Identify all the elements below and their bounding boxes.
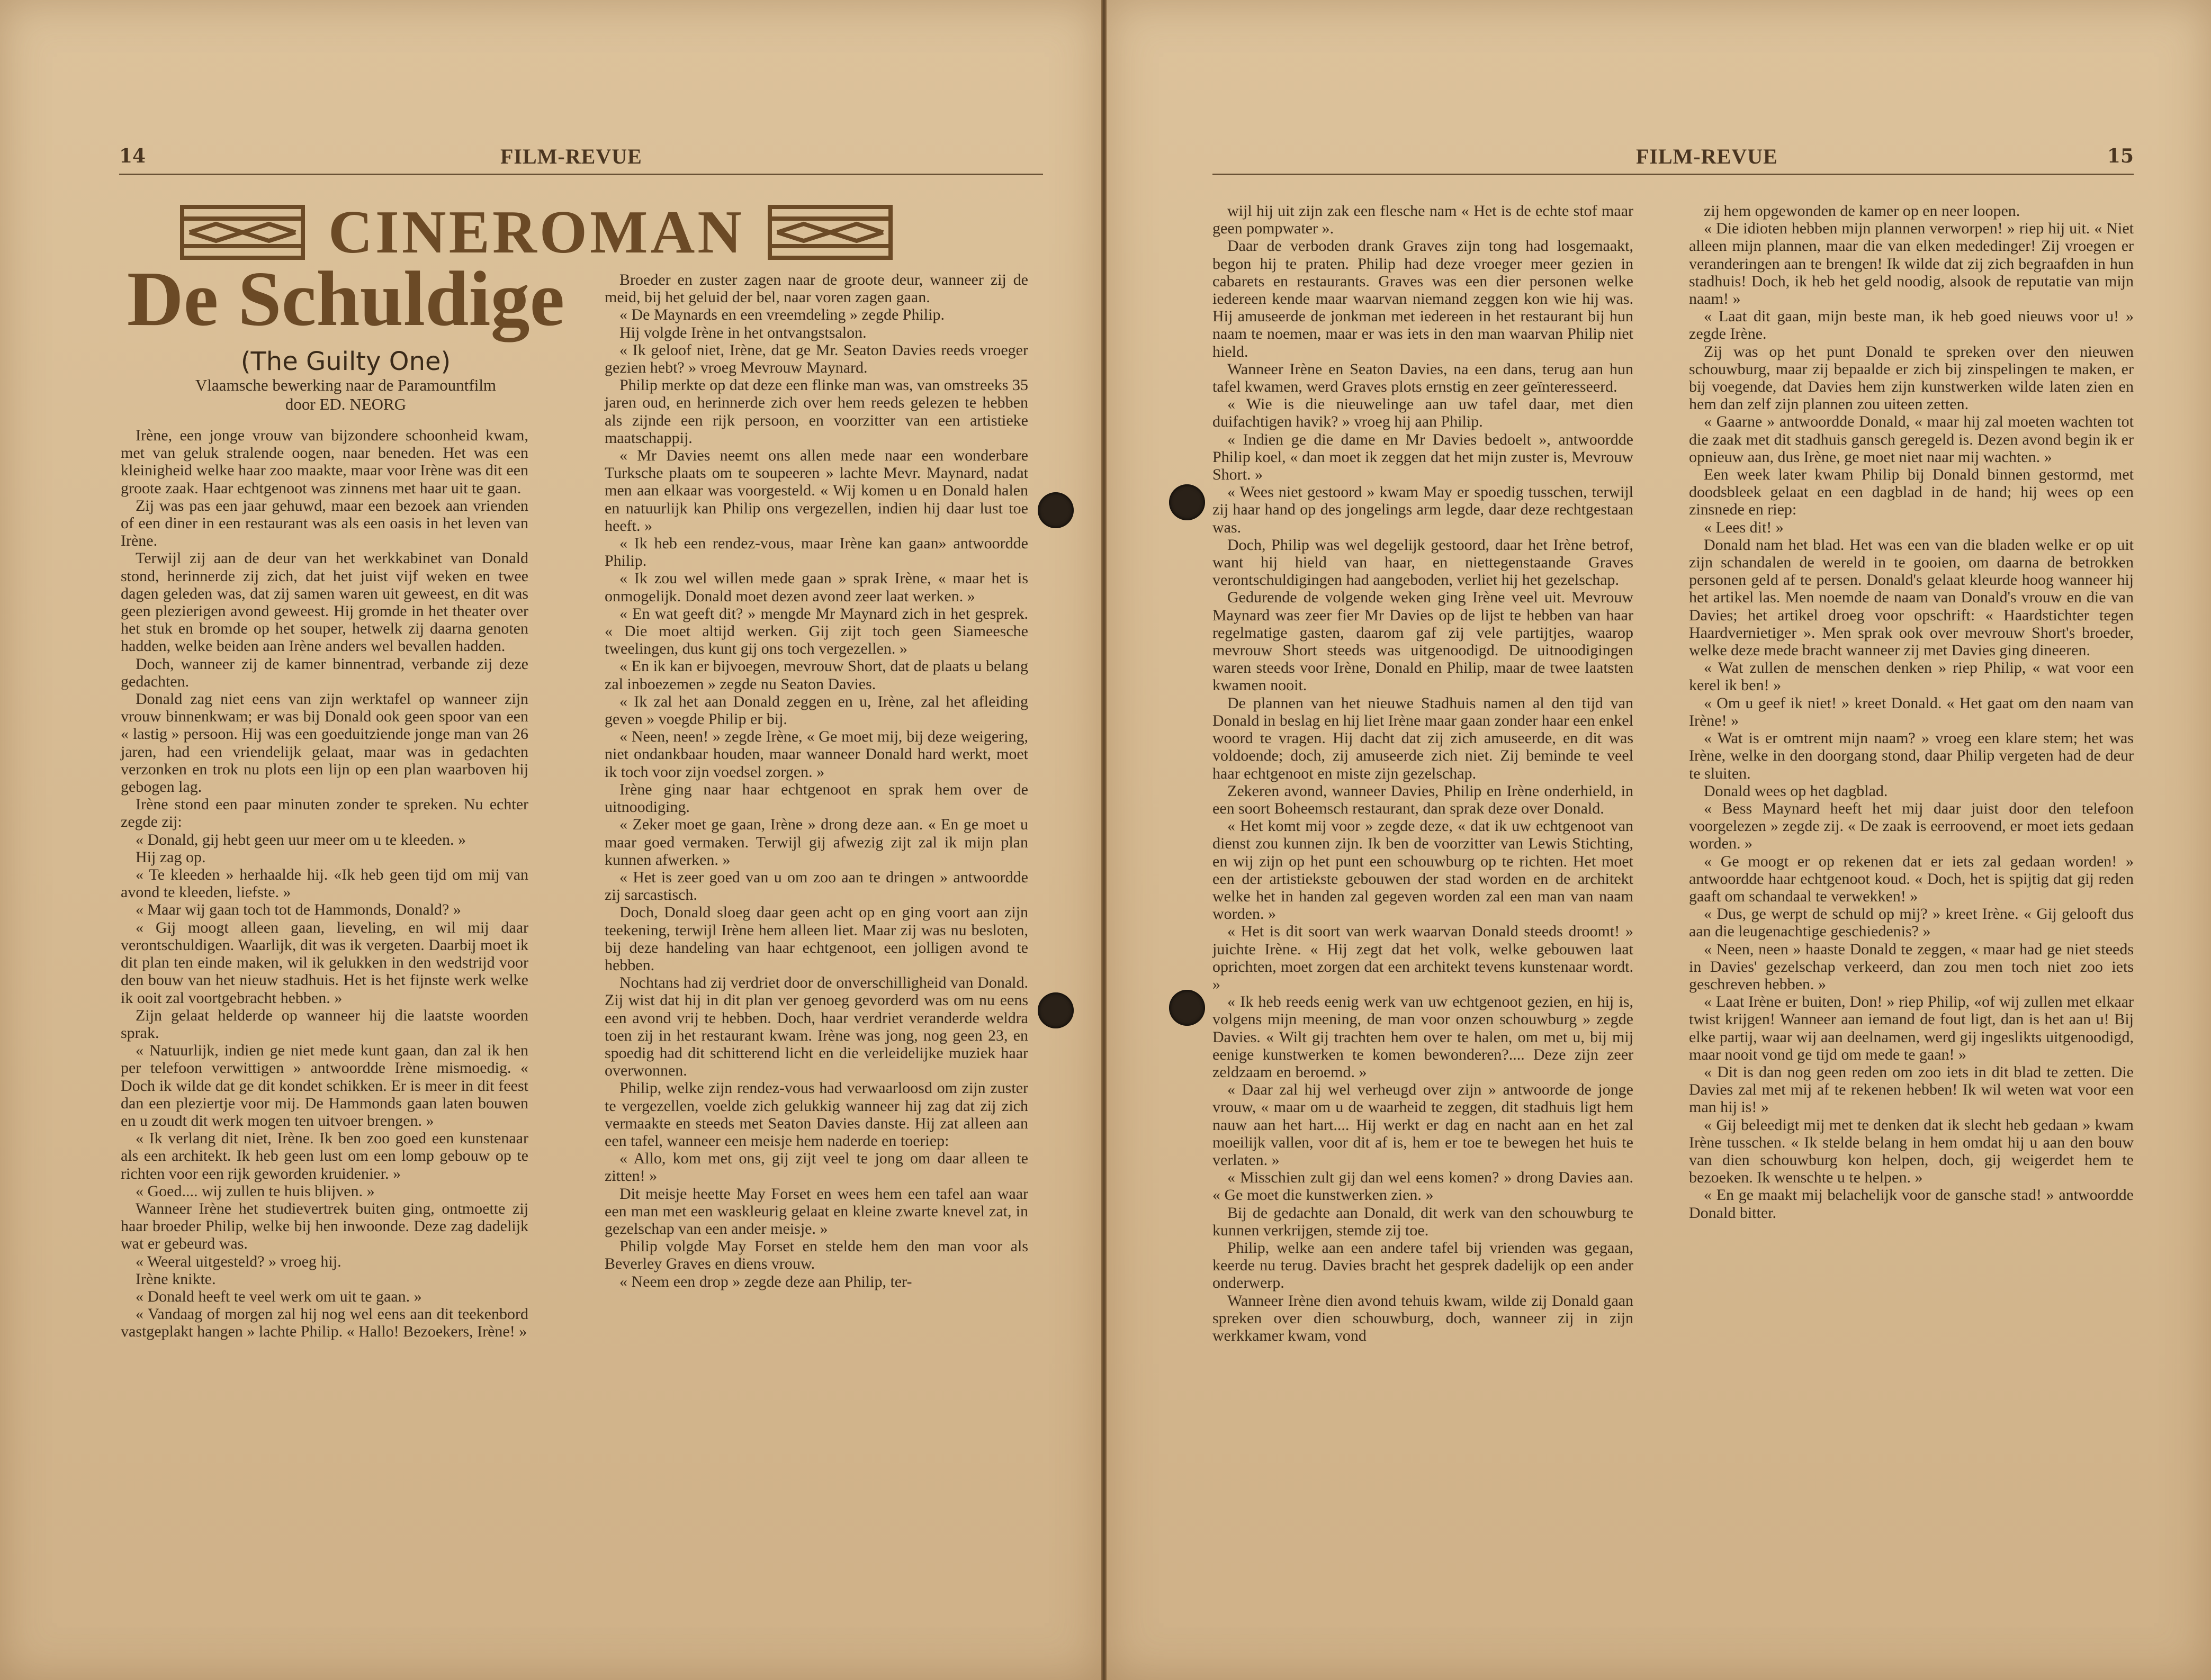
- paragraph: « Gaarne » antwoordde Donald, « maar hij zal moeten wachten tot die zaak met dit stadhuis gansch geregeld is. Dezen avond begin ik er opnieuw aan, dus Irène, ge moet niet naar mij wachten. »: [1689, 413, 2134, 466]
- paragraph: De plannen van het nieuwe Stadhuis namen al den tijd van Donald in beslag en hij liet Irène maar gaan zonder haar een enkel woord te vragen. Hij dacht dat zij zich amuseerde, en dit was voldoende; doch, zij amuseerde zich niet. Zij beminde te veel haar echtgenoot en miste zijn gezelschap.: [1212, 694, 1633, 782]
- paragraph: « Indien ge die dame en Mr Davies bedoelt », antwoordde Philip koel, « dan moet ik zeggen dat het mijn zuster is, Mevrouw Short. »: [1212, 430, 1633, 484]
- paragraph: Zijn gelaat helderde op wanneer hij die laatste woorden sprak.: [121, 1006, 528, 1042]
- magazine-name: FILM-REVUE: [1636, 144, 1778, 168]
- paragraph: « Dus, ge werpt de schuld op mij? » kreet Irène. « Gij gelooft dus aan die leugenachtige geschiedenis? »: [1689, 905, 2134, 941]
- paragraph: « Neen, neen » haaste Donald te zeggen, « maar had ge niet steeds in Davies' gezelschap verkeerd, dan zou men toch niet zoo iets geschreven hebben. »: [1689, 940, 2134, 993]
- page-number: 15: [2107, 145, 2134, 167]
- art-deco-ornament-left-icon: [179, 203, 306, 262]
- paragraph: « Te kleeden » herhaalde hij. «Ik heb geen tijd om mij van avond te kleeden, liefste. »: [121, 866, 528, 901]
- running-head-right: [1212, 142, 2134, 175]
- paragraph: « Ik geloof niet, Irène, dat ge Mr. Seaton Davies reeds vroeger gezien hebt? » vroeg Mevrouw Maynard.: [605, 341, 1028, 377]
- paragraph: zij hem opgewonden de kamer op en neer loopen.: [1704, 202, 2020, 220]
- paragraph: wijl hij uit zijn zak een flesche nam « Het is de echte stof maar geen pompwater ».: [1212, 202, 1633, 238]
- paragraph: « Ik zal het aan Donald zeggen en u, Irène, zal het afleiding geven » voegde Philip er bij.: [605, 692, 1028, 728]
- paragraph: « Donald heeft te veel werk om uit te gaan. »: [136, 1287, 422, 1305]
- paragraph: « Het is dit soort van werk waarvan Donald steeds droomt! » juichte Irène. « Hij zegt dat het volk, welke gebouwen laat oprichten, moet zorgen dat een architekt tevens kunstenaar wordt. »: [1212, 923, 1633, 993]
- magazine-name: FILM-REVUE: [500, 144, 642, 168]
- left-column-2: [605, 271, 1028, 1290]
- paragraph: Bij de gedachte aan Donald, dit werk van den schouwburg te kunnen verkrijgen, stemde zij toe.: [1212, 1204, 1633, 1239]
- paragraph: « Weeral uitgesteld? » vroeg hij.: [136, 1252, 341, 1270]
- spine-gutter: [1101, 0, 1107, 1680]
- paragraph: « Donald, gij hebt geen uur meer om u te kleeden. »: [136, 830, 466, 848]
- paragraph: Wanneer Irène het studievertrek buiten ging, ontmoette zij haar broeder Philip, welke bij hen inwoonde. Deze zag dadelijk wat er gebeurd was.: [121, 1199, 528, 1253]
- paragraph: Een week later kwam Philip bij Donald binnen gestormd, met doodsbleek gelaat en een dagblad in de hand; hij wees op een zinsnede en riep:: [1689, 466, 2134, 519]
- binding-hole: [1038, 992, 1074, 1028]
- paragraph: Broeder en zuster zagen naar de groote deur, wanneer zij de meid, bij het geluid der bel, naar voren zagen gaan.: [605, 271, 1028, 306]
- art-deco-ornament-right-icon: [767, 203, 894, 262]
- paragraph: Irène knikte.: [136, 1270, 216, 1288]
- paragraph: « Maar wij gaan toch tot de Hammonds, Donald? »: [136, 901, 461, 919]
- paragraph: « Natuurlijk, indien ge niet mede kunt gaan, dan zal ik hen per telefoon verwittigen » antwoordde Irène mismoedig. « Doch ik wilde dat ge dit kondet schikken. Er is meer in dit feest dan een pleziertje voor mij. De Hammonds gaan laten bouwen en u zoudt dit werk mogen ten uitvoer brengen. »: [121, 1042, 528, 1130]
- paragraph: « Om u geef ik niet! » kreet Donald. « Het gaat om den naam van Irène! »: [1689, 694, 2134, 729]
- paragraph: « Wees niet gestoord » kwam May er spoedig tusschen, terwijl zij haar hand op des jongelings arm legde, daar deze rechtgestaan was.: [1212, 483, 1633, 536]
- paragraph: Zij was pas een jaar gehuwd, maar een bezoek aan vrienden of een diner in een restaurant was als een oasis in het leven van Irène.: [121, 496, 528, 550]
- adaptation-credit: Vlaamsche bewerking naar de Paramountfilm: [195, 376, 497, 394]
- paragraph: « Ge moogt er op rekenen dat er iets zal gedaan worden! » antwoordde haar echtgenoot koud. « Doch, het is spijtig dat gij reden gaaft om schandaal te verwekken! »: [1689, 852, 2134, 905]
- paragraph: Zij was op het punt Donald te spreken over den nieuwen schouwburg, maar zij bepaalde er zich bij zinspelingen te maken, er bij voegende, dat Davies hem zijn kunstwerken wilde laten zien en hem dan zelf zijn plannen zou uiteen zetten.: [1689, 342, 2134, 413]
- paragraph: Donald wees op het dagblad.: [1704, 782, 1888, 800]
- right-page: [1107, 0, 2211, 1680]
- paragraph: « Goed.... wij zullen te huis blijven. »: [136, 1182, 375, 1200]
- paragraph: « De Maynards en een vreemdeling » zegde Philip.: [619, 306, 945, 324]
- paragraph: « Het komt mij voor » zegde deze, « dat ik uw echtgenoot van dienst zou kunnen zijn. Ik ben de voorzitter van Lewis Stichting, en wij zijn op het punt een schouwburg op te richten. Het moet een der artistiekste gebouwen der stad worden en de architekt welke het in handen zal gegeven worden zal een man van naam worden. »: [1212, 817, 1633, 923]
- left-column-1: [121, 427, 528, 1341]
- paragraph: « Neem een drop » zegde deze aan Philip, ter-: [619, 1272, 912, 1290]
- paragraph: Terwijl zij aan de deur van het werkkabinet van Donald stond, herinnerde zij zich, dat het juist vijf weken en twee dagen geleden was, dat zij samen waren uit geweest, en dit was geen plezierigen avond geweest. Hij gromde in het theater over het stuk en bromde op het souper, hetwelk zij daarna genoten hadden, welke beiden aan Irène anders wel bevallen hadden.: [121, 549, 528, 655]
- paragraph: « Ik heb een rendez-vous, maar Irène kan gaan» antwoordde Philip.: [605, 535, 1028, 570]
- paragraph: « Ik zou wel willen mede gaan » sprak Irène, « maar het is onmogelijk. Donald moet dezen avond zeer laat werken. »: [605, 570, 1028, 605]
- right-column-2: [1689, 202, 2134, 1222]
- paragraph: Hij zag op.: [136, 848, 206, 866]
- paragraph: Dit meisje heette May Forset en wees hem een tafel aan waar een man met een waskleurig gelaat en kleine zwarte knevel zat, in gezelschap van een ander meisje. »: [605, 1185, 1028, 1238]
- paragraph: « En ik kan er bijvoegen, mevrouw Short, dat de plaats u belang zal inboezemen » zegde nu Seaton Davies.: [605, 657, 1028, 693]
- paragraph: Philip volgde May Forset en stelde hem den man voor als Beverley Graves en diens vrouw.: [605, 1238, 1028, 1273]
- paragraph: « Laat dit gaan, mijn beste man, ik heb goed nieuws voor u! » zegde Irène.: [1689, 308, 2134, 343]
- paragraph: Philip, welke aan een andere tafel bij vrienden was gegaan, keerde nu terug. Davies bracht het gesprek dadelijk op een ander onderwerp.: [1212, 1239, 1633, 1292]
- paragraph: « Zeker moet ge gaan, Irène » drong deze aan. « En ge moet u maar goed vermaken. Terwijl gij afwezig zijt zal ik mijn plan kunnen afwerken. »: [605, 816, 1028, 869]
- paragraph: Hij volgde Irène in het ontvangstsalon.: [619, 323, 867, 341]
- paragraph: Philip merkte op dat deze een flinke man was, van omstreeks 35 jaren oud, en herinnerde zich over hem reeds gelezen te hebben als zijnde een rijk persoon, en voorzitter van een artistieke maatschappij.: [605, 376, 1028, 447]
- paragraph: « Gij moogt alleen gaan, lieveling, en wil mij daar verontschuldigen. Waarlijk, dit was ik vergeten. Daarbij moet ik dit plan ten einde maken, wil ik gelukken in den wedstrijd voor den bouw van het nieuw stadhuis. Het is het fijnste werk welke ik ooit zal voortgebracht hebben. »: [121, 918, 528, 1007]
- paragraph: Donald nam het blad. Het was een van die bladen welke er op uit zijn schandalen de wereld in te gooien, om daarna de betrokken personen geld af te persen. Donald's gelaat kleurde hoog wanneer hij het artikel las. Men noemde de naam van Donald's vrouw en die van Davies; het artikel droeg voor opschrift: « Haardstichter tegen Haardvernietiger ». Men sprak ook over mevrouw Short's broeder, welke deze mede bracht wanneer zij met Davies ging dineeren.: [1689, 536, 2134, 660]
- paragraph: « Het is zeer goed van u om zoo aan te dringen » antwoordde zij sarcastisch.: [605, 868, 1028, 904]
- paragraph: Wanneer Irène en Seaton Davies, na een dans, terug aan hun tafel kwamen, werd Graves plots ernstig en zeer geïnteresseerd.: [1212, 360, 1633, 396]
- paragraph: « Wat zullen de menschen denken » riep Philip, « wat voor een kerel ik ben! »: [1689, 659, 2134, 694]
- paragraph: Zekeren avond, wanneer Davies, Philip en Irène onderhield, in een soort Boheemsch restaurant, dan sprak deze over Donald.: [1212, 782, 1633, 817]
- paragraph: « Ik verlang dit niet, Irène. Ik ben zoo goed een kunstenaar als een architekt. Ik heb geen lust om een lomp gebouw op te richten voor een rijk geworden kruidenier. »: [121, 1130, 528, 1182]
- paragraph: Irène stond een paar minuten zonder te spreken. Nu echter zegde zij:: [121, 796, 528, 831]
- paragraph: Donald zag niet eens van zijn werktafel op wanneer zijn vrouw binnenkwam; er was bij Donald ook geen spoor van een « lastig » persoon. Hij was een goeduitziende jonge man van 26 jaren, had een vriendelijk gelaat, maar was in gedachten verzonken en trok nu plots een lijn op een plan waarboven hij gebogen lag.: [121, 690, 528, 796]
- paragraph: Daar de verboden drank Graves zijn tong had losgemaakt, begon hij te praten. Philip had deze vroeger meer gezien in cabarets en restaurants. Graves was een dier personen welke iedereen kende maar waarvan niemand zeggen kon wie hij was. Hij amuseerde de jonkman met iedereen in het restaurant bij hun naam te noemen, maar er was iets in den man waarvan Philip niet hield.: [1212, 237, 1633, 360]
- paragraph: « Dit is dan nog geen reden om zoo iets in dit blad te zetten. Die Davies zal met mij af te rekenen hebben! Ik wil weten wat voor een man hij is! »: [1689, 1063, 2134, 1116]
- paragraph: « En wat geeft dit? » mengde Mr Maynard zich in het gesprek. « Die moet altijd werken. Gij zijt toch geen Siameesche tweelingen, dus kunt gij ons toch vergezellen. »: [605, 604, 1028, 658]
- paragraph: Doch, Philip was wel degelijk gestoord, daar het Irène betrof, want hij hield van haar, en niettegenstaande Graves verontschuldigingen had aangeboden, verliet hij het gezelschap.: [1212, 536, 1633, 589]
- paragraph: Irène, een jonge vrouw van bijzondere schoonheid kwam, met van geluk stralende oogen, naar beneden. Het was een kleinigheid welke haar zoo maakte, maar voor Irène was dit een groote zaak. Haar echtgenoot was zinnens met haar uit te gaan.: [121, 427, 528, 497]
- paragraph: Doch, wanneer zij de kamer binnentrad, verbande zij deze gedachten.: [121, 655, 528, 690]
- paragraph: « Bess Maynard heeft het mij daar juist door den telefoon voorgelezen » zegde zij. « De zaak is eerroovend, er moet iets gedaan worden. »: [1689, 799, 2134, 853]
- article-subtitle: (The Guilty One): [240, 347, 451, 376]
- paragraph: « Gij beleedigt mij met te denken dat ik slecht heb gedaan » kwam Irène tusschen. « Ik stelde belang in hem omdat hij u aan den bouw van dien schouwburg kon helpen, doch, gij weigerdet hem te bezoeken. Ik wenschte u te helpen. »: [1689, 1116, 2134, 1187]
- paragraph: « Daar zal hij wel verheugd over zijn » antwoorde de jonge vrouw, « maar om u de waarheid te zeggen, dit stadhuis ligt hem nauw aan het hart.... Hij werkt er dag en nacht aan en het zal moeilijk vallen, voor dit af is, hem er toe te bewegen het huis te verlaten. »: [1212, 1081, 1633, 1169]
- binding-hole: [1169, 990, 1205, 1026]
- binding-hole: [1038, 492, 1074, 528]
- paragraph: « Wie is die nieuwelinge aan uw tafel daar, met dien duifachtigen havik? » vroeg hij aan Philip.: [1212, 395, 1633, 431]
- paragraph: « Mr Davies neemt ons allen mede naar een wonderbare Turksche plaats om te soupeeren » lachte Mevr. Maynard, nadat men aan elkaar was voorgesteld. « Wij komen u en Donald halen en natuurlijk kan Philip ons vergezellen, indien hij daar lust toe heeft. »: [605, 447, 1028, 535]
- paragraph: « Lees dit! »: [1704, 518, 1784, 536]
- paragraph: « Vandaag of morgen zal hij nog wel eens aan dit teekenbord vastgeplakt hangen » lachte Philip. « Hallo! Bezoekers, Irène! »: [121, 1305, 528, 1341]
- binding-hole: [1169, 484, 1205, 520]
- paragraph: « En ge maakt mij belachelijk voor de gansche stad! » antwoordde Donald bitter.: [1689, 1186, 2134, 1222]
- paragraph: « Ik heb reeds eenig werk van uw echtgenoot gezien, en hij is, volgens mijn meening, de man voor onzen schouwburg » zegde Davies. « Wilt gij trachten hem over te halen, om met u, bij mij eenige kunstwerken te komen bewonderen?.... Deze zijn zeer zeldzaam en beroemd. »: [1212, 993, 1633, 1081]
- running-head-left: [119, 142, 1043, 175]
- paragraph: Nochtans had zij verdriet door de onverschilligheid van Donald. Zij wist dat hij in dit plan ver genoeg gevorderd was om nu eens een avond vrij te hebben. Doch, haar verdriet veranderde weldra toen zij in het restaurant kwam. Irène was jong, nog geen 23, en spoedig had dit schitterend licht en die verleidelijke muziek haar overwonnen.: [605, 974, 1028, 1080]
- author-credit: door ED. NEORG: [285, 395, 407, 413]
- page-number: 14: [119, 145, 146, 167]
- paragraph: Wanneer Irène dien avond tehuis kwam, wilde zij Donald gaan spreken over dien schouwburg, doch, wanneer zij in zijn werkkamer kwam, vond: [1212, 1291, 1633, 1344]
- paragraph: « Allo, kom met ons, gij zijt veel te jong om daar alleen te zitten! »: [605, 1150, 1028, 1185]
- paragraph: « Wat is er omtrent mijn naam? » vroeg een klare stem; het was Irène, welke in den doorgang stond, daar Philip vergeten had de deur te sluiten.: [1689, 729, 2134, 782]
- paragraph: Gedurende de volgende weken ging Irène veel uit. Mevrouw Maynard was zeer fier Mr Davies op de lijst te hebben van haar regelmatige gasten, daarom gaf zij vele partijtjes, waarop mevrouw Short steeds was uitgenoodigd. De uitnoodigingen waren steeds voor Irène, Donald en Philip, maar de twee laatsten kwamen nooit.: [1212, 589, 1633, 694]
- paragraph: « Neen, neen! » zegde Irène, « Ge moet mij, bij deze weigering, niet ondankbaar houden, maar wanneer Donald hard werkt, moet ik toch voor zijn voedsel zorgen. »: [605, 728, 1028, 781]
- paragraph: « Die idioten hebben mijn plannen verworpen! » riep hij uit. « Niet alleen mijn plannen, maar die van elken mededinger! Zij vroegen er veranderingen aan te brengen! Ik wilde dat zij zich begraafden in hun stadhuis! Doch, ik heb het geld noodig, alsook de reputatie van mijn naam! »: [1689, 220, 2134, 308]
- right-column-1: [1212, 202, 1633, 1344]
- banner-title: CINEROMAN: [328, 198, 745, 266]
- paragraph: Irène ging naar haar echtgenoot en sprak hem over de uitnoodiging.: [605, 780, 1028, 816]
- paragraph: « Laat Irène er buiten, Don! » riep Philip, «of wij zullen met elkaar twist krijgen! Wanneer aan iemand de fout ligt, dan is het aan u! Bij elke partij, waar wij aan deelnamen, werd gij ingeslikts uitgenoodigd, maar nooit vond ge tijd om mede te gaan! »: [1689, 993, 2134, 1063]
- paragraph: Doch, Donald sloeg daar geen acht op en ging voort aan zijn teekening, terwijl Irène hem alleen liet. Maar zij was nu besloten, bij deze handeling van haar echtgenoot, een jolligen avond te hebben.: [605, 904, 1028, 974]
- left-page: [0, 0, 1101, 1680]
- paragraph: Philip, welke zijn rendez-vous had verwaarloosd om zijn zuster te vergezellen, voelde zich gelukkig wanneer hij zag dat zij zich vermaakte en steeds met Seaton Davies danste. Hij zat alleen aan een tafel, wanneer een meisje hem naderde en toeriep:: [605, 1079, 1028, 1150]
- paragraph: « Misschien zult gij dan wel eens komen? » drong Davies aan. « Ge moet die kunstwerken zien. »: [1212, 1169, 1633, 1204]
- article-title: De Schuldige: [127, 256, 565, 342]
